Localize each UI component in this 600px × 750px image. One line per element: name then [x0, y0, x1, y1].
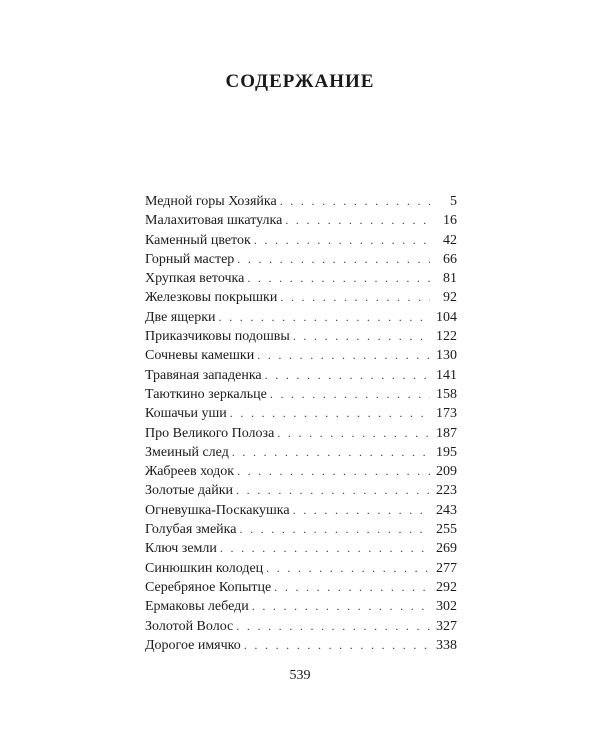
toc-entry-title: Две ящерки [145, 309, 216, 325]
toc-entry [145, 288, 457, 307]
toc-entry-title: Приказчиковы подошвы [145, 329, 290, 345]
toc-entry [145, 636, 457, 655]
toc-entry-title: Про Великого Полоза [145, 425, 275, 441]
toc-entry [145, 481, 457, 500]
dot-leader [280, 192, 430, 211]
dot-leader [254, 231, 430, 250]
toc-entry [145, 346, 457, 365]
toc-entry-page: 122 [436, 329, 457, 345]
toc-entry-title: Каменный цветок [145, 232, 251, 248]
toc-entry-page: 141 [436, 367, 457, 383]
dot-leader [265, 366, 430, 385]
dot-leader [220, 539, 430, 558]
toc-entry-title: Железковы покрышки [145, 290, 278, 306]
toc-entry-title: Таюткино зеркальце [145, 386, 267, 402]
dot-leader [239, 520, 430, 539]
toc-entry [145, 501, 457, 520]
toc-entry [145, 385, 457, 404]
toc-entry [145, 462, 457, 481]
toc-entry-page: 104 [436, 309, 457, 325]
dot-leader [270, 385, 430, 404]
toc-entry-title: Травяная западенка [145, 367, 262, 383]
page-number: 539 [289, 668, 311, 683]
table-of-contents [145, 192, 457, 655]
dot-leader [266, 559, 430, 578]
toc-entry [145, 617, 457, 636]
toc-entry-page: 42 [443, 232, 457, 248]
toc-entry-title: Огневушка-Поскакушка [145, 502, 290, 518]
toc-entry [145, 578, 457, 597]
toc-entry-page: 302 [436, 599, 457, 615]
dot-leader [247, 269, 430, 288]
toc-entry-title: Хрупкая веточка [145, 271, 245, 287]
toc-entry-page: 16 [443, 213, 457, 229]
dot-leader [237, 462, 430, 481]
toc-entry-title: Золотой Волос [145, 618, 234, 634]
toc-entry-title: Серебряное Копытце [145, 579, 272, 595]
toc-entry-page: 338 [436, 637, 457, 653]
toc-entry-title: Сочневы камешки [145, 348, 255, 364]
toc-entry-title: Ермаковы лебеди [145, 599, 249, 615]
toc-entry-page: 66 [443, 251, 457, 267]
dot-leader [230, 404, 430, 423]
dot-leader [293, 501, 430, 520]
dot-leader [244, 636, 430, 655]
dot-leader [232, 443, 430, 462]
toc-entry-page: 130 [436, 348, 457, 364]
toc-entry-page: 243 [436, 502, 457, 518]
toc-entry-page: 195 [436, 444, 457, 460]
toc-entry-page: 292 [436, 579, 457, 595]
dot-leader [237, 250, 430, 269]
toc-entry-title: Синюшкин колодец [145, 560, 264, 576]
dot-leader [236, 617, 430, 636]
toc-entry-title: Голубая змейка [145, 522, 237, 538]
toc-entry [145, 597, 457, 616]
dot-leader [274, 578, 430, 597]
page-title: СОДЕРЖАНИЕ [225, 70, 375, 92]
toc-entry-page: 187 [436, 425, 457, 441]
toc-entry-page: 5 [450, 194, 457, 209]
toc-entry [145, 559, 457, 578]
toc-entry-title: Горный мастер [145, 251, 235, 267]
dot-leader [280, 288, 430, 307]
toc-entry-title: Малахитовая шкатулка [145, 213, 283, 229]
toc-entry [145, 250, 457, 269]
toc-entry [145, 539, 457, 558]
toc-entry [145, 424, 457, 443]
toc-entry [145, 443, 457, 462]
toc-entry-page: 209 [436, 464, 457, 480]
toc-entry [145, 211, 457, 230]
dot-leader [293, 327, 430, 346]
toc-entry [145, 231, 457, 250]
dot-leader [219, 308, 430, 327]
toc-entry [145, 308, 457, 327]
dot-leader [252, 597, 430, 616]
toc-entry-title: Золотые дайки [145, 483, 233, 499]
toc-entry-title: Дорогое имячко [145, 637, 241, 653]
toc-entry-page: 223 [436, 483, 457, 499]
toc-entry [145, 404, 457, 423]
toc-entry-title: Змеиный след [145, 444, 229, 460]
toc-entry [145, 366, 457, 385]
dot-leader [236, 481, 430, 500]
toc-entry-page: 255 [436, 522, 457, 538]
toc-entry-page: 327 [436, 618, 457, 634]
toc-entry [145, 327, 457, 346]
dot-leader [257, 346, 430, 365]
toc-entry-title: Медной горы Хозяйка [145, 194, 277, 209]
dot-leader [277, 424, 430, 443]
toc-entry [145, 520, 457, 539]
toc-entry-title: Жабреев ходок [145, 464, 235, 480]
toc-entry-page: 81 [443, 271, 457, 287]
toc-entry [145, 192, 457, 211]
toc-entry-page: 158 [436, 386, 457, 402]
toc-entry-page: 173 [436, 406, 457, 422]
toc-entry-title: Ключ земли [145, 541, 217, 557]
toc-entry-page: 277 [436, 560, 457, 576]
toc-entry-title: Кошачьи уши [145, 406, 227, 422]
toc-entry-page: 92 [443, 290, 457, 306]
dot-leader [285, 211, 430, 230]
toc-entry [145, 269, 457, 288]
toc-entry-page: 269 [436, 541, 457, 557]
